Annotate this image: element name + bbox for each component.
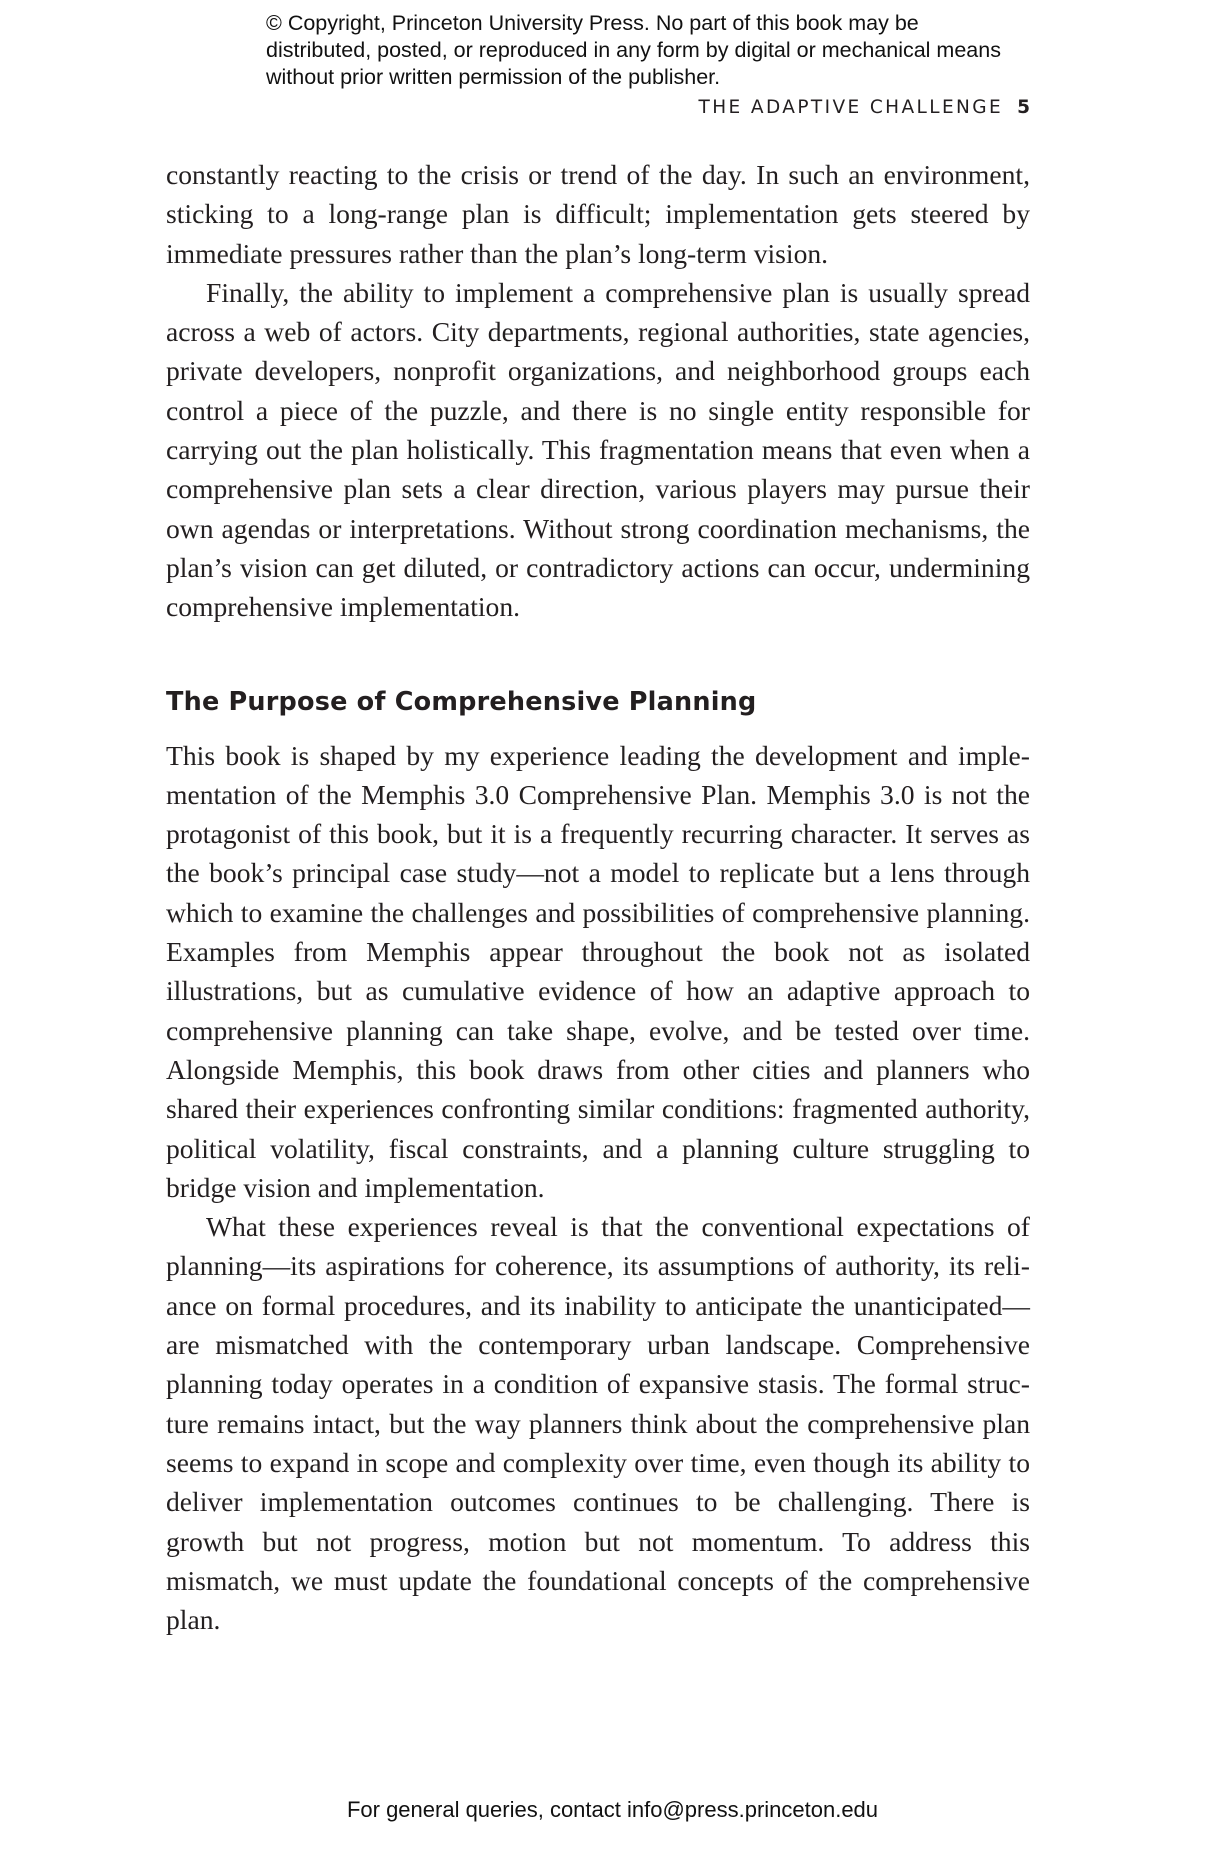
running-head-title: THE ADAPTIVE CHALLENGE — [698, 97, 1004, 118]
body-paragraph: What these experiences reveal is that the conventional expectations of planning—its aspirations for coherence, its assumptions of authority, its reliance on formal procedures, and its inability to anticipate the unanticipated—are mismatched with the contemporary urban landscape. Comprehensive planning today operates in a condition of expansive stasis. The formal structure remains intact, but the way planners think about the comprehensive plan seems to expand in scope and complexity over time, even though its ability to deliver implementation outcomes continues to be challenging. There is growth but not progress, motion but not momentum. To address this mismatch, we must update the foundational concepts of the comprehensive plan. — [166, 1211, 1030, 1636]
section-heading: The Purpose of Comprehensive Planning — [166, 686, 757, 717]
body-paragraph: Finally, the ability to implement a comprehensive plan is usually spread across a web of actors. City departments, regional authorities, state agencies, private developers, nonprofit organizations, and neighborhood groups each control a piece of the puzzle, and there is no single entity responsible for carrying out the plan holistically. This fragmentation means that even when a comprehensive plan sets a clear direction, various players may pursue their own agendas or interpretations. Without strong coordination mechanisms, the plan’s vision can get diluted, or contradictory actions can occur, undermining comprehensive implementation. — [166, 276, 1030, 623]
footer-contact: For general queries, contact info@press.princeton.edu — [346, 1797, 879, 1822]
copyright-notice: © Copyright, Princeton University Press. No part of this book may be distributed, posted, or reproduced in any form by digital or mechanical means without prior written permission of the publisher. — [266, 11, 1001, 89]
page-number: 5 — [1017, 97, 1030, 118]
running-head — [699, 97, 1030, 118]
page-body — [166, 155, 1030, 1639]
body-paragraph: constantly reacting to the crisis or trend of the day. In such an environment, sticking to a long-range plan is difficult; implementation gets steered by immediate pressures rather than the plan’s long-term vision. — [166, 159, 1030, 269]
body-paragraph: This book is shaped by my experience leading the development and implementation of the Memphis 3.0 Comprehensive Plan. Memphis 3.0 is not the protagonist of this book, but it is a frequently recurring character. It serves as the book’s principal case study—not a model to replicate but a lens through which to examine the challenges and possibilities of comprehensive planning. Examples from Memphis appear throughout the book not as isolated illustrations, but as cumulative evidence of how an adaptive approach to comprehensive planning can take shape, evolve, and be tested over time. Alongside Memphis, this book draws from other cities and planners who shared their experiences confronting similar conditions: fragmented authority, political volatility, fiscal constraints, and a planning culture struggling to bridge vision and implementation. — [166, 739, 1030, 1203]
